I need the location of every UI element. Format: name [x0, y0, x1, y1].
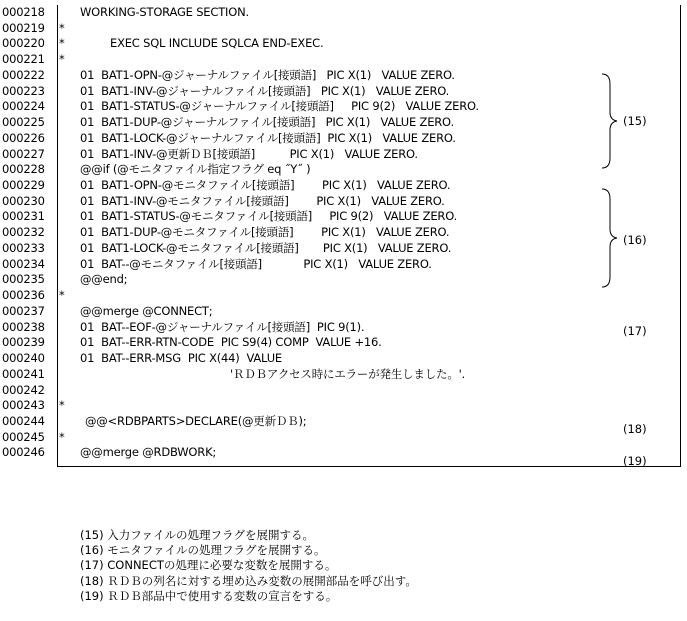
annotation-18: (18) [623, 422, 647, 436]
comment-marker: * [59, 36, 65, 51]
code-line [0, 146, 687, 162]
code-text: 01 BAT1-LOCK-@ジャーナルファイル[接頭語] PIC X(1) VALUE ZERO. [80, 130, 456, 145]
brace-16 [600, 187, 620, 292]
code-line [0, 193, 687, 209]
code-line [0, 382, 687, 398]
code-text: 01 BAT1-DUP-@ジャーナルファイル[接頭語] PIC X(1) VALUE ZERO. [80, 115, 454, 130]
code-text: 01 BAT1-STATUS-@ジャーナルファイル[接頭語] PIC 9(2) VALUE ZERO. [80, 99, 479, 114]
line-number: 000235 [2, 272, 45, 287]
line-number: 000239 [2, 335, 45, 350]
comment-marker: * [59, 398, 65, 413]
code-text: @@end; [80, 272, 128, 287]
code-line [0, 114, 687, 130]
footnote-15: (15) 入力ファイルの処理フラグを展開する。 [80, 528, 315, 542]
code-text: 01 BAT--@モニタファイル[接頭語] PIC X(1) VALUE ZERO. [80, 256, 432, 271]
comment-marker: * [59, 288, 65, 303]
line-number: 000244 [2, 413, 45, 428]
line-number: 000221 [2, 52, 45, 67]
code-line [0, 208, 687, 224]
code-line [0, 429, 687, 445]
line-number: 000220 [2, 36, 45, 51]
code-line [0, 51, 687, 67]
code-text: 01 BAT1-OPN-@ジャーナルファイル[接頭語] PIC X(1) VALUE ZERO. [80, 67, 455, 82]
line-number: 000225 [2, 115, 45, 130]
code-text: @@merge @CONNECT; [80, 303, 213, 318]
code-text: 01 BAT1-INV-@更新ＤＢ[接頭語] PIC X(1) VALUE ZERO. [80, 146, 418, 161]
code-line [0, 334, 687, 350]
code-line [0, 224, 687, 240]
code-text: 01 BAT1-STATUS-@モニタファイル[接頭語] PIC 9(2) VALUE ZERO. [80, 209, 458, 224]
line-number: 000240 [2, 351, 45, 366]
code-line [0, 67, 687, 83]
comment-marker: * [59, 52, 65, 67]
annotation-15: (15) [623, 114, 647, 128]
comment-marker: * [59, 20, 65, 35]
code-line [0, 20, 687, 36]
code-text: WORKING-STORAGE SECTION. [80, 5, 249, 19]
line-number: 000245 [2, 429, 45, 444]
code-line [0, 350, 687, 366]
code-text: @@<RDBPARTS>DECLARE(@更新ＤＢ); [85, 413, 307, 428]
code-text: 01 BAT--ERR-MSG PIC X(44) VALUE [80, 351, 282, 366]
code-text: @@if (@モニタファイル指定フラグ eq ˝Y˝ ) [80, 162, 311, 177]
line-number: 000223 [2, 83, 45, 98]
line-number: 000229 [2, 178, 45, 193]
code-line [0, 35, 687, 51]
line-number: 000228 [2, 162, 45, 177]
code-line [0, 240, 687, 256]
line-number: 000242 [2, 382, 45, 397]
comment-marker: * [59, 429, 65, 444]
code-text: 01 BAT1-OPN-@モニタファイル[接頭語] PIC X(1) VALUE ZERO. [80, 178, 451, 193]
code-text: 01 BAT--EOF-@ジャーナルファイル[接頭語] PIC 9(1). [80, 319, 365, 334]
line-number: 000226 [2, 130, 45, 145]
annotation-17: (17) [623, 324, 647, 338]
code-line [0, 98, 687, 114]
annotation-19: (19) [623, 454, 647, 468]
code-text: 01 BAT1-INV-@モニタファイル[接頭語] PIC X(1) VALUE ZERO. [80, 193, 445, 208]
line-number: 000237 [2, 303, 45, 318]
code-line [0, 319, 687, 335]
code-line [0, 271, 687, 287]
code-line [0, 177, 687, 193]
line-number: 000219 [2, 20, 45, 35]
code-line [0, 303, 687, 319]
code-line [0, 4, 687, 20]
code-text: @@merge @RDBWORK; [80, 445, 217, 460]
line-number: 000243 [2, 398, 45, 413]
code-line [0, 83, 687, 99]
footnote-18: (18) ＲＤＢの列名に対する埋め込み変数の展開部品を呼び出す。 [80, 573, 417, 588]
line-number: 000241 [2, 366, 45, 381]
line-number: 000238 [2, 319, 45, 334]
footnote-16: (16) モニタファイルの処理フラグを展開する。 [80, 543, 326, 558]
code-text: 01 BAT1-DUP-@モニタファイル[接頭語] PIC X(1) VALUE ZERO. [80, 225, 450, 240]
line-number: 000233 [2, 240, 45, 255]
brace-15 [600, 72, 620, 172]
code-line [0, 287, 687, 303]
line-number: 000227 [2, 146, 45, 161]
code-line [0, 366, 687, 382]
line-number: 000232 [2, 225, 45, 240]
footnotes [80, 528, 417, 604]
code-text: 01 BAT--ERR-RTN-CODE PIC S9(4) COMP VALUE +16. [80, 335, 382, 350]
line-number: 000236 [2, 288, 45, 303]
code-text: EXEC SQL INCLUDE SQLCA END-EXEC. [110, 36, 324, 51]
line-number: 000224 [2, 99, 45, 114]
footnote-17: (17) CONNECTの処理に必要な変数を展開する。 [80, 558, 337, 573]
code-line [0, 413, 687, 429]
line-number: 000246 [2, 445, 45, 460]
code-text: 'ＲＤＢアクセス時にエラーが発生しました。'. [230, 366, 466, 381]
code-line [0, 256, 687, 272]
code-line [0, 161, 687, 177]
code-line [0, 397, 687, 413]
line-number: 000222 [2, 67, 45, 82]
line-number: 000234 [2, 256, 45, 271]
line-number: 000231 [2, 209, 45, 224]
code-text: 01 BAT1-INV-@ジャーナルファイル[接頭語] PIC X(1) VALUE ZERO. [80, 83, 450, 98]
line-number: 000230 [2, 193, 45, 208]
annotation-16: (16) [623, 233, 647, 247]
code-line [0, 130, 687, 146]
code-text: 01 BAT1-LOCK-@モニタファイル[接頭語] PIC X(1) VALUE ZERO. [80, 240, 452, 255]
code-line [0, 444, 687, 460]
footnote-19: (19) ＲＤＢ部品中で使用する変数の宣言をする。 [80, 588, 338, 603]
line-number: 000218 [2, 5, 45, 19]
